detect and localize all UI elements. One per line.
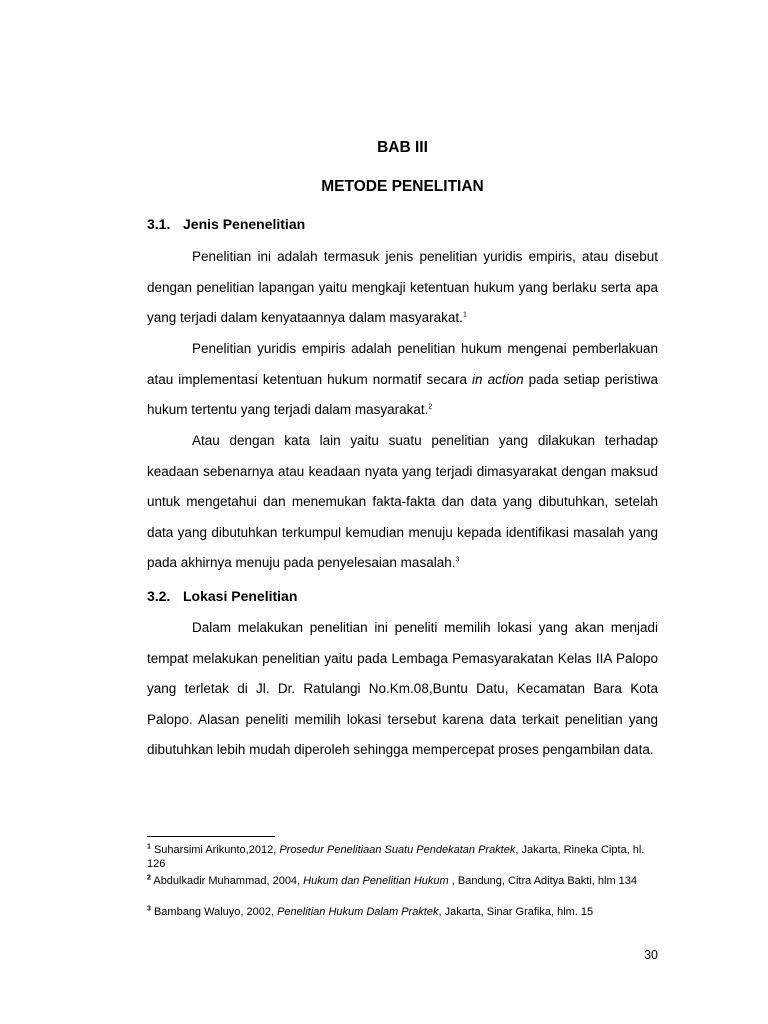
paragraph-text: pada setiap peristiwa hukum tertentu yang terjadi dalam masyarakat. — [147, 371, 658, 418]
paragraph-text: Penelitian ini adalah termasuk jenis penelitian yuridis empiris, atau disebut dengan penelitian lapangan yaitu mengkaji ketentuan hukum yang berlaku serta apa yang terjadi dalam kenyataannya dalam masyarakat. — [147, 249, 658, 326]
section-heading-3-2 — [147, 589, 297, 603]
footnote — [147, 874, 658, 888]
section-heading-3-1 — [147, 217, 305, 231]
paragraph — [147, 426, 658, 579]
footnote — [147, 843, 658, 871]
paragraph — [147, 242, 658, 334]
paragraph-text: Penelitian yuridis empiris adalah penelitian hukum mengenai pemberlakuan atau implementasi ketentuan hukum normatif secara — [147, 341, 658, 387]
section-number: 3.1. — [147, 216, 171, 232]
footnote-italic: Penelitian Hukum Dalam Praktek — [277, 906, 439, 918]
footnote-italic: Hukum dan Penelitian Hukum — [303, 875, 449, 887]
italic-phrase: in action — [472, 371, 524, 387]
footnote-italic: Prosedur Penelitiaan Suatu Pendekatan Praktek — [279, 844, 516, 856]
footnote-text: , Bandung, Citra Aditya Bakti, hlm 134 — [448, 875, 638, 887]
footnote-text: Abdulkadir Muhammad, 2004, — [150, 875, 304, 887]
footnote-mark: 2 — [147, 874, 151, 882]
paragraph — [147, 613, 658, 766]
section-title: Lokasi Penelitian — [183, 588, 298, 604]
page-number: 30 — [644, 948, 658, 962]
footnote-ref: 2 — [428, 403, 433, 411]
footnote-text: Suharsimi Arikunto,2012, — [150, 844, 280, 856]
section-title: Jenis Penenelitian — [183, 216, 306, 232]
footnote-ref: 1 — [462, 311, 467, 319]
footnote-mark: 1 — [147, 843, 151, 851]
footnote-text: Bambang Waluyo, 2002, — [150, 906, 278, 918]
paragraph-text: Atau dengan kata lain yaitu suatu penelitian yang dilakukan terhadap keadaan sebenarnya atau keadaan nyata yang terjadi dimasyarakat dengan maksud untuk mengetahui dan menemukan fakta-fakta dan data yang dibutuhkan, setelah data yang dibutuhkan terkumpul kemudian menuju kepada identifikasi masalah yang pada akhirnya menuju pada penyelesaian masalah. — [147, 433, 658, 571]
footnote-mark: 3 — [147, 905, 151, 913]
section-number: 3.2. — [147, 588, 171, 604]
chapter-label: BAB III — [377, 139, 428, 156]
paragraph-text: Dalam melakukan penelitian ini peneliti memilih lokasi yang akan menjadi tempat melakukan penelitian yaitu pada Lembaga Pemasyarakatan Kelas IIA Palopo yang terletak di Jl. Dr. Ratulangi No.Km.08,Buntu Datu, Kecamatan Bara Kota Palopo. Alasan peneliti memilih lokasi tersebut karena data terkait penelitian yang dibutuhkan lebih mudah diperoleh sehingga mempercepat proses pengambilan data. — [147, 620, 658, 758]
page-title: METODE PENELITIAN — [321, 178, 484, 195]
paragraph — [147, 334, 658, 426]
footnote-text: , Jakarta, Rineka Cipta, hl. 126 — [147, 844, 645, 870]
footnote — [147, 905, 658, 919]
footnote-separator — [147, 836, 275, 837]
footnote-text: , Jakarta, Sinar Grafika, hlm. 15 — [438, 906, 594, 918]
footnote-ref: 3 — [455, 556, 460, 564]
